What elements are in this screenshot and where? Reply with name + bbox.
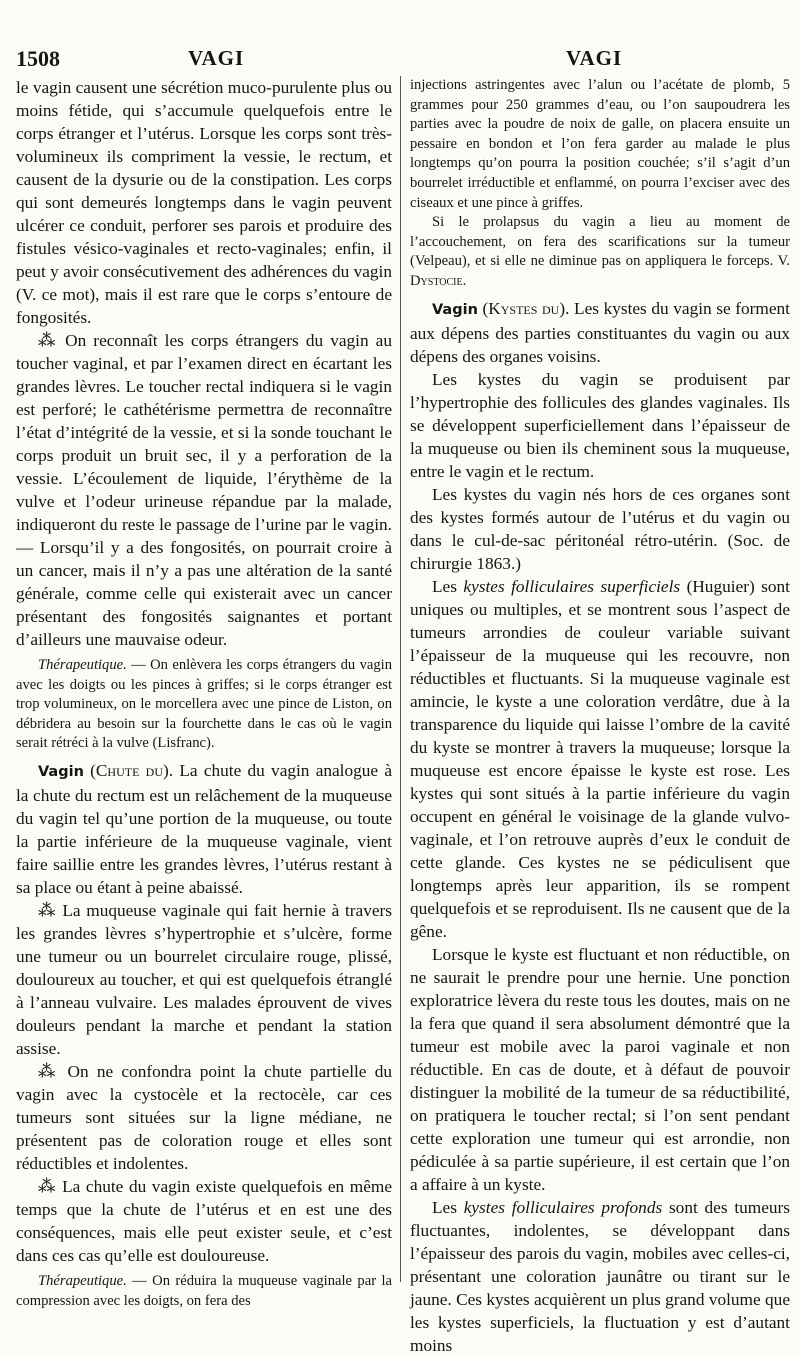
prolapse-text: Si le prolapsus du vagin a lieu au moment de l’accouchement, on fera des scarifications sur la tumeur (Velpeau), et si elle ne diminue pas on appliquera le forceps. V. xyxy=(410,214,790,270)
paragraph-kystes-diagnosis: Lorsque le kyste est fluctuant et non réductible, on ne saurait le prendre pour une hernie. Une ponction exploratrice lèvera du reste tous les doutes, mais on ne la fera que quand il sera absolument démontré que la tumeur est mobile avec la paroi vaginale et non réductible. En cas de doute, et à défaut de pouvoir distinguer la mobilité de la tumeur de sa réductibilité, on pratiquera le toucher rectal; si l’on sent pendant cette exploration une tumeur qui est arrondie, non pédiculée à sa partie supérieure, il est certain que l’on a affaire à un kyste. xyxy=(410,944,790,1194)
paragraph-foreign-bodies-effects: le vagin causent une sécrétion muco-purulente plus ou moins fétide, qui s’accumule quelquefois entre le corps étranger et l’utérus. Lorsque les corps sont très-volumineux ils compriment la vessie, le rectum, et causent de la dysurie ou de la constipation. Les corps qui sont demeurés longtemps dans le vagin peuvent ulcérer ce conduit, perforer ses parois et produire des fistules vésico-vaginales et recto-vaginales; enfin, il peut y avoir consécutivement des adhérences du vagin (V. ce mot), mais il est rare que le corps s’entoure de fongosités. xyxy=(16,78,392,327)
entry-title: (Kystes du). xyxy=(477,298,570,318)
entry-text: Les kystes du vagin se forment aux dépens des parties constituantes du vagin ou aux dépens des organes voisins. xyxy=(410,298,790,366)
italic-term: kystes folliculaires superficiels xyxy=(463,576,681,596)
paragraph-chute-complication: ⁂ La chute du vagin existe quelquefois en même temps que la chute de l’utérus et en est une des conséquences, mais elle peut exister seule, et c’est dans ces cas qu’elle est douloureuse. xyxy=(16,1176,392,1265)
paragraph-foreign-bodies-diagnosis: ⁂ On reconnaît les corps étrangers du vagin au toucher vaginal, et par l’examen direct en écartant les grandes lèvres. Le toucher rectal indiquera si le vagin est perforé; le cathétérisme permettra de reconnaître l’état d’intégrité de la vessie, et si la sonde touchant le corps produit un bruit sec, il y a perforation de la vessie. L’écoulement de liquide, l’érythème de la vulve et l’odeur urineuse répandue par la malade, indiqueront du reste le passage de l’urine par le vagin. — Lorsqu’il y a des fongosités, on pourrait croire à un cancer, mais il n’y a pas une altération de la santé générale, comme celle qui existerait avec un cancer présentant des fongosités saignantes et portant d’ailleurs une mauvaise odeur. xyxy=(16,331,392,649)
paragraph-chute-therapy-cont: injections astringentes avec l’alun ou l’acétate de plomb, 5 grammes pour 250 grammes d’eau, ou l’on saupoudrera les parties avec la poudre de noix de galle, on placera ensuite un pessaire en bondon et l’on fera garder au malade le plus longtemps qu’on pourra la position couchée; s’il s’agit d’un bourrelet irréductible et enflammé, on pourra l’exciser avec des ciseaux et une pince à griffes. xyxy=(410,77,790,211)
paragraph-kystes-origin: Les kystes du vagin se produisent par l’hypertrophie des follicules des glandes vaginales. Ils se développent superficiellement dans l’épaisseur de la muqueuse ou bien ils cheminent sous la muqueuse, entre le vagin et le rectum. xyxy=(410,369,790,481)
therapy-text: — On enlèvera les corps étrangers du vagin avec les doigts ou les pinces à griffes; si le corps étranger est trop volumineux, on le morcellera avec une pince de Liston, on débridera au besoin sur la fourchette dans le cas où le vagin serait rétréci à la vulve (Lisfranc). xyxy=(16,657,392,752)
paragraph-prolapse-childbirth xyxy=(410,213,790,291)
right-column xyxy=(410,76,790,1355)
paragraph-foreign-bodies-therapy xyxy=(16,656,392,754)
paragraph-kystes-outside: Les kystes du vagin nés hors de ces organes sont des kystes formés autour de l’utérus et du vagin ou dans le cul-de-sac péritonéal rétro-utérin. (Soc. de chirurgie 1863.) xyxy=(410,484,790,573)
therapy-text: — On réduira la muqueuse vaginale par la compression avec les doigts, on fera des xyxy=(16,1272,392,1309)
text-run: Les xyxy=(432,1197,464,1217)
italic-term: kystes folliculaires profonds xyxy=(463,1197,663,1217)
paragraph-chute-diagnosis: ⁂ On ne confondra point la chute partielle du vagin avec la cystocèle et la rectocèle, car ces tumeurs sont situées sur la ligne médiane, ne présentent pas de coloration rouge et elles sont réductibles et indolentes. xyxy=(16,1061,392,1173)
paragraph-chute-symptoms: ⁂ La muqueuse vaginale qui fait hernie à travers les grandes lèvres s’hypertrophie et s’ulcère, forme une tumeur ou un bourrelet circulaire rouge, plissé, douloureux au toucher, et qui est quelquefois étranglé à l’anneau vulvaire. Les malades éprouvent de vives douleurs pendant la marche et pendant la station assise. xyxy=(16,900,392,1058)
running-head-left: VAGI xyxy=(188,46,245,70)
paragraph-kystes-profonds xyxy=(410,1196,790,1357)
paragraph-chute-therapy xyxy=(16,1272,392,1311)
headword: Vagin xyxy=(38,763,84,780)
page-header xyxy=(0,46,800,72)
cross-reference: Dystocie. xyxy=(410,272,467,289)
entry-title: (Chute du). xyxy=(83,760,174,780)
headword: Vagin xyxy=(432,301,478,318)
text-run: sont des tumeurs fluctuantes, indolentes, se développant dans l’épaisseur des parois du vagin, mobiles avec celles-ci, présentant une coloration jaunâtre ou tirant sur le jaune. Ces kystes acquièrent un plus grand volume que les kystes superficiels, la fluctuation y est d’autant moins xyxy=(410,1197,790,1355)
page-number: 1508 xyxy=(16,46,60,71)
left-column xyxy=(16,76,392,1309)
column-divider xyxy=(400,76,401,1282)
text-run: (Huguier) sont uniques ou multiples, et se montrent sous l’aspect de tumeurs arrondies de couleur variable suivant l’épaisseur de la muqueuse qui les recouvre, non réductibles et fluctuants. Si la muqueuse vaginale est amincie, le kyste a une coloration verdâtre, due à la transparence du liquide qui laisse l’ombre de la cavité du kyste se montrer à travers la muqueuse; lorsque la muqueuse est encore épaisse le kyste est rose. Les kystes qui sont situés à la partie inférieure du vagin occupent en général le voisinage de la glande vulvo-vaginale, et l’on retrouve auprès d’eux le conduit de cette glande. Ces kystes ne se pédiculisent que longtemps après leur apparition, ils se rompent quelquefois et se reproduisent. Ils ne causent que de la gêne. xyxy=(410,576,790,941)
paragraph-kystes-superficiels xyxy=(410,575,790,943)
running-head-right: VAGI xyxy=(566,46,623,70)
therapy-label: Thérapeutique. xyxy=(38,657,127,673)
entry-vagin-kystes xyxy=(410,297,790,368)
text-run: Les xyxy=(432,576,464,596)
entry-vagin-chute xyxy=(16,759,392,899)
therapy-label: Thérapeutique. xyxy=(38,1272,127,1289)
entry-text: La chute du vagin analogue à la chute du rectum est un relâchement de la muqueuse du vagin tel qu’une portion de la muqueuse, ou toute la partie inférieure de la muqueuse vaginale, vient faire saillie entre les grandes lèvres, l’utérus restant à sa place ou étant à peine abaissé. xyxy=(16,760,392,897)
